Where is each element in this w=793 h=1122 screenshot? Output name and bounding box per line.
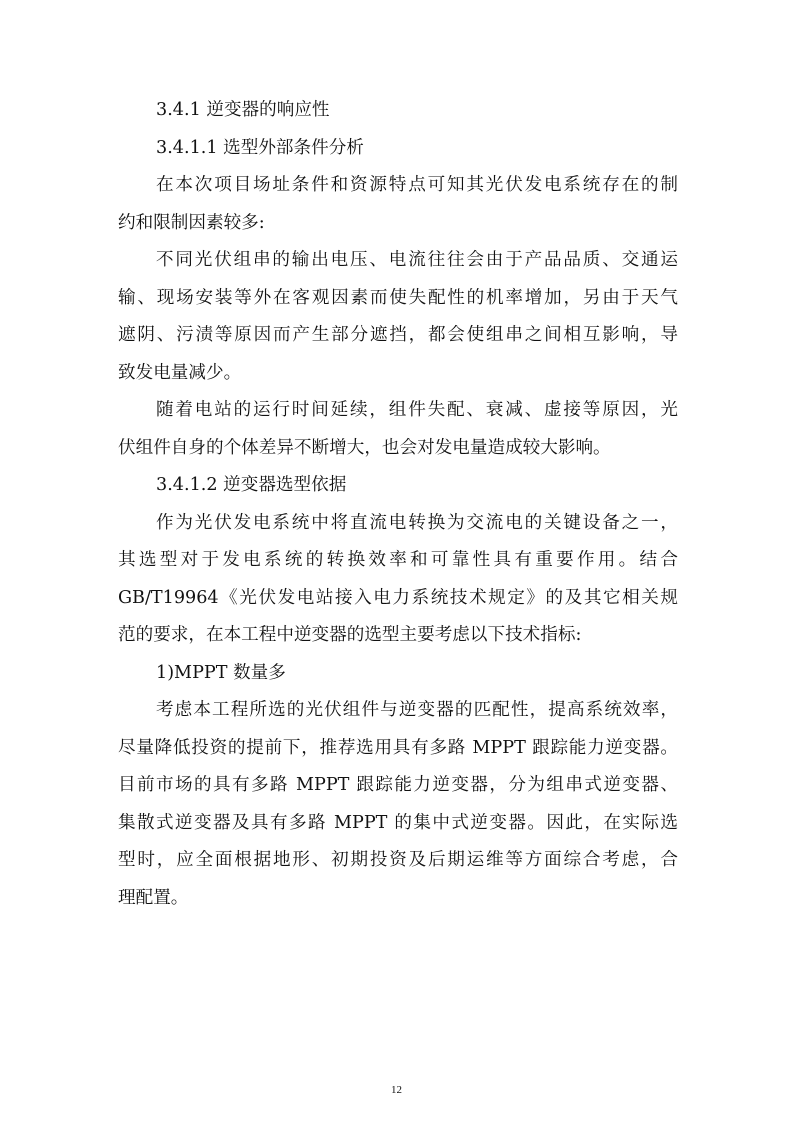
paragraph-line: 范的要求，在本工程中逆变器的选型主要考虑以下技术指标: (118, 625, 582, 645)
paragraph-line: 输、现场安装等外在客观因素而使失配性的机率增加，另由于天气 (118, 287, 678, 308)
paragraph-line: 其选型对于发电系统的转换效率和可靠性具有重要作用。结合 (118, 550, 678, 570)
paragraph-line: GB/T19964《光伏发电站接入电力系统技术规定》的及其它相关规 (118, 587, 678, 608)
paragraph-line: 理配置。 (118, 887, 189, 908)
paragraph-line: 型时，应全面根据地形、初期投资及后期运维等方面综合考虑，合 (118, 850, 678, 870)
paragraph-line: 遮阴、污渍等原因而产生部分遮挡，都会使组串之间相互影响，导 (118, 325, 678, 345)
paragraph-line: 目前市场的具有多路 MPPT 跟踪能力逆变器，分为组串式逆变器、 (118, 775, 678, 795)
paragraph-line: 在本次项目场址条件和资源特点可知其光伏发电系统存在的制 (156, 175, 678, 195)
paragraph-line: 考虑本工程所选的光伏组件与逆变器的匹配性，提高系统效率， (156, 700, 678, 720)
body-text (118, 92, 678, 917)
list-item-mppt: 1)MPPT 数量多 (156, 662, 286, 683)
paragraph-line: 尽量降低投资的提前下，推荐选用具有多路 MPPT 跟踪能力逆变器。 (118, 737, 678, 758)
paragraph-line: 集散式逆变器及具有多路 MPPT 的集中式逆变器。因此，在实际选 (118, 812, 678, 833)
paragraph-line: 作为光伏发电系统中将直流电转换为交流电的关键设备之一， (156, 512, 678, 533)
paragraph-line: 约和限制因素较多: (118, 212, 265, 233)
section-heading-3-4-1-1: 3.4.1.1 选型外部条件分析 (156, 137, 364, 158)
paragraph-line: 致发电量减少。 (118, 362, 242, 383)
paragraph-line: 随着电站的运行时间延续，组件失配、衰减、虚接等原因，光 (156, 400, 678, 420)
section-heading-3-4-1-2: 3.4.1.2 逆变器选型依据 (156, 475, 347, 495)
section-heading-3-4-1: 3.4.1 逆变器的响应性 (156, 100, 330, 120)
paragraph-line: 不同光伏组串的输出电压、电流往往会由于产品品质、交通运 (156, 250, 678, 270)
page-number: 12 (391, 1084, 402, 1096)
paragraph-line: 伏组件自身的个体差异不断增大，也会对发电量造成较大影响。 (118, 437, 611, 458)
